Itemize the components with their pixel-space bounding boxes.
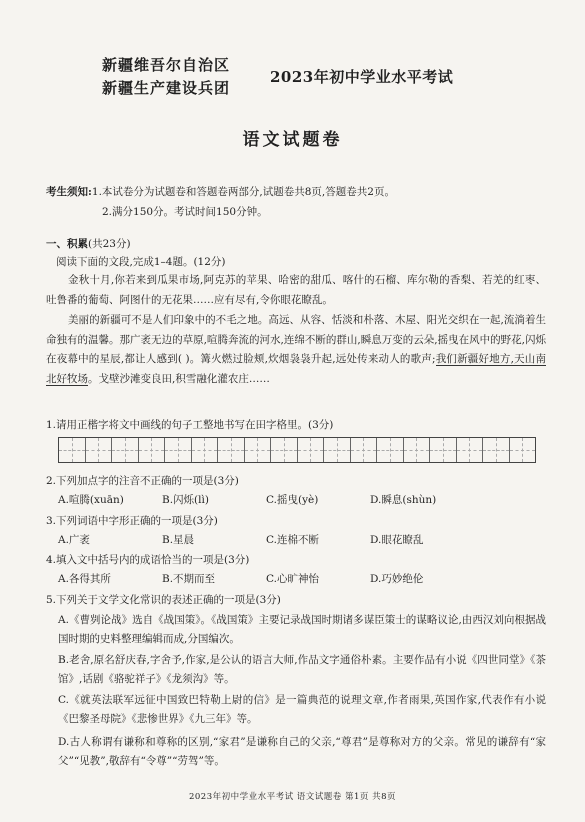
question-1: 1.请用正楷字将文中画线的句子工整地书写在田字格里。(3分) — [46, 419, 334, 431]
grid-cell[interactable] — [218, 438, 245, 462]
grid-cell[interactable] — [483, 438, 510, 462]
region-name-1: 新疆维吾尔自治区 — [102, 56, 231, 74]
option-b[interactable]: B.不期而至 — [162, 573, 216, 585]
option-b[interactable]: B.闪烁(lì) — [162, 494, 209, 506]
grid-cell[interactable] — [59, 438, 86, 462]
option-c[interactable]: C.心旷神怡 — [266, 573, 319, 585]
grid-cell[interactable] — [271, 438, 298, 462]
question-2: 2.下列加点字的注音不正确的一项是(3分) — [46, 475, 239, 487]
option-a[interactable]: A.各得其所 — [58, 573, 111, 585]
question-5-option-a[interactable]: A.《曹刿论战》选自《战国策》。《战国策》主要记录战国时期诸多谋臣策士的谋略议论,由西汉刘向根据战国时期的史料整理编辑而成,分国编次。 — [58, 614, 546, 645]
question-5-option-c[interactable]: C.《就英法联军远征中国致巴特勒上尉的信》是一篇典范的说理文章,作者雨果,英国作家,代表作有小说《巴黎圣母院》《悲惨世界》《九三年》等。 — [58, 694, 546, 725]
grid-cell[interactable] — [351, 438, 378, 462]
option-c[interactable]: C.摇曳(yè) — [266, 494, 319, 506]
grid-cell[interactable] — [324, 438, 351, 462]
tianzige-writing-grid[interactable] — [58, 437, 536, 463]
option-d[interactable]: D.眼花瞭乱 — [370, 534, 424, 546]
grid-cell[interactable] — [139, 438, 166, 462]
underlined-sentence: 我们新疆好地方,天山南北好牧场 — [46, 353, 546, 385]
grid-cell[interactable] — [245, 438, 272, 462]
passage-paragraph-2-text-b: 。戈壁沙滩变良田,积雪融化灌农庄…… — [88, 372, 270, 385]
grid-cell[interactable] — [192, 438, 219, 462]
option-a[interactable]: A.广袤 — [58, 534, 90, 546]
question-2-options — [58, 491, 474, 509]
region-name-2: 新疆生产建设兵团 — [102, 79, 231, 97]
section-score: (共23分) — [88, 238, 131, 250]
passage-intro: 阅读下面的文段,完成1–4题。(12分) — [56, 256, 226, 268]
question-5: 5.下列关于文学文化常识的表述正确的一项是(3分) — [46, 594, 281, 606]
grid-cell[interactable] — [86, 438, 113, 462]
option-a[interactable]: A.喧腾(xuān) — [58, 494, 124, 506]
grid-cell[interactable] — [298, 438, 325, 462]
question-5-option-d[interactable]: D.古人称谓有谦称和尊称的区别,“家君”是谦称自己的父亲,“尊君”是尊称对方的父亲。常见的谦辞有“家父”“见教”,敬辞有“令尊”“劳驾”等。 — [58, 736, 546, 767]
passage-paragraph-2 — [46, 311, 546, 389]
grid-cell[interactable] — [457, 438, 484, 462]
exam-title: 2023年初中学业水平考试 — [270, 68, 454, 86]
grid-cell[interactable] — [430, 438, 457, 462]
grid-cell[interactable] — [510, 438, 536, 462]
paper-title: 语文试题卷 — [242, 130, 343, 150]
option-b[interactable]: B.星晨 — [162, 534, 195, 546]
option-d[interactable]: D.巧妙绝伦 — [370, 573, 424, 585]
section-heading — [46, 236, 131, 251]
grid-cell[interactable] — [112, 438, 139, 462]
question-4-options — [58, 570, 474, 588]
grid-cell[interactable] — [377, 438, 404, 462]
page-footer: 2023年初中学业水平考试 语文试题卷 第1页 共8页 — [188, 792, 397, 802]
passage-paragraph-2-text-a: 美丽的新疆可不是人们印象中的不毛之地。高远、从容、恬淡和朴落、木屋、阳光交织在一起,流淌着生命独有的温馨。那广袤无边的草原,喧腾奔流的河水,连绵不断的群山,瞬息万变的云朵,摇曳在风中的野花,闪烁在夜幕中的星辰,都让人感到( )。篝火燃过脸颊,炊烟袅袅升起,远处传来动人的歌声; — [46, 314, 546, 365]
notes-line-1: 1.本试卷分为试题卷和答题卷两部分,试题卷共8页,答题卷共2页。 — [91, 186, 395, 198]
question-5-option-b[interactable]: B.老舍,原名舒庆春,字舍予,作家,是公认的语言大师,作品文字通俗朴素。主要作品有小说《四世同堂》《茶馆》,话剧《骆驼祥子》《龙须沟》等。 — [58, 654, 546, 685]
section-title: 一、积累 — [46, 238, 88, 250]
notes-label: 考生须知: — [46, 186, 92, 198]
passage-paragraph-1: 金秋十月,你若来到瓜果市场,阿克苏的苹果、哈密的甜瓜、喀什的石榴、库尔勒的香梨、若羌的红枣、吐鲁番的葡萄、阿图什的无花果……应有尽有,令你眼花瞭乱。 — [46, 274, 546, 306]
question-3: 3.下列词语中字形正确的一项是(3分) — [46, 515, 218, 527]
grid-cell[interactable] — [404, 438, 431, 462]
notes-line-2: 2.满分150分。考试时间150分钟。 — [102, 206, 268, 218]
option-d[interactable]: D.瞬息(shùn) — [370, 494, 437, 506]
exam-header — [102, 54, 522, 104]
grid-cell[interactable] — [165, 438, 192, 462]
question-3-options — [58, 531, 474, 549]
option-c[interactable]: C.连棉不断 — [266, 534, 319, 546]
question-4: 4.填入文中括号内的成语恰当的一项是(3分) — [46, 554, 250, 566]
candidate-notes — [46, 182, 395, 222]
